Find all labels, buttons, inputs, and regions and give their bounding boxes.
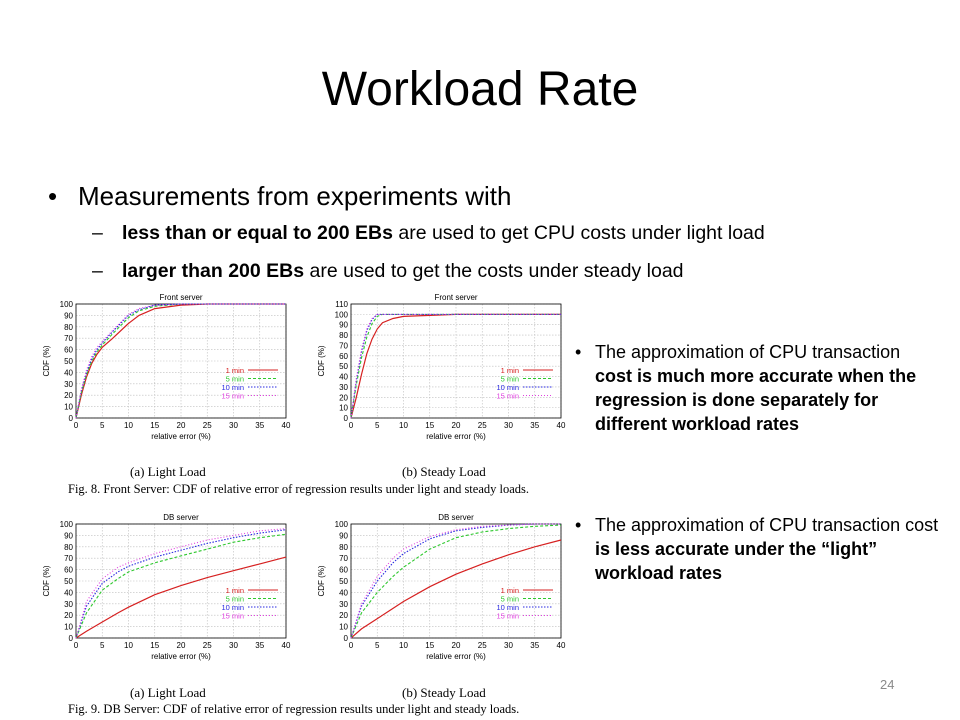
legend-label: 1 min (500, 586, 519, 595)
sub-bullet-light-text: are used to get CPU costs under light load (392, 222, 765, 244)
x-tick-label: 5 (375, 421, 380, 430)
x-tick-label: 30 (229, 641, 238, 650)
legend-label: 10 min (221, 383, 244, 392)
chart-title: Front server (159, 293, 203, 302)
y-tick-label: 0 (68, 414, 73, 423)
bullet-main (48, 178, 948, 214)
x-tick-label: 40 (281, 641, 291, 650)
y-tick-label: 40 (339, 372, 348, 382)
chart-front-steady (305, 290, 575, 450)
y-tick-label: 90 (339, 531, 348, 541)
dash-icon: – (92, 260, 103, 282)
x-tick-label: 5 (100, 421, 105, 430)
x-tick-label: 30 (229, 421, 238, 430)
y-tick-label: 0 (68, 634, 73, 643)
x-tick-label: 15 (150, 421, 160, 430)
legend-label: 15 min (496, 391, 519, 401)
chart-db-light (30, 510, 300, 670)
bullet-dot-icon: • (575, 342, 582, 362)
x-tick-label: 5 (375, 641, 380, 650)
y-tick-label: 90 (64, 311, 73, 321)
x-tick-label: 35 (530, 641, 540, 650)
chart-title: Front server (434, 293, 478, 302)
x-tick-label: 25 (477, 421, 487, 430)
x-axis-label: relative error (%) (426, 652, 486, 661)
y-tick-label: 40 (64, 368, 73, 378)
bullet-dot-icon: • (48, 181, 58, 211)
sub-bullet-light-bold: less than or equal to 200 EBs (122, 222, 393, 244)
y-tick-label: 80 (64, 542, 73, 552)
x-axis-label: relative error (%) (151, 432, 211, 441)
y-tick-label: 20 (64, 611, 73, 621)
bullet-dot-icon: • (575, 515, 582, 535)
y-tick-label: 50 (339, 577, 348, 586)
y-tick-label: 30 (64, 599, 73, 609)
x-tick-label: 10 (399, 421, 408, 430)
y-tick-label: 50 (64, 357, 73, 366)
x-tick-label: 10 (124, 641, 133, 650)
y-tick-label: 30 (339, 382, 348, 392)
x-tick-label: 0 (73, 421, 79, 430)
y-tick-label: 70 (64, 334, 73, 344)
x-tick-label: 30 (504, 641, 513, 650)
x-tick-label: 20 (176, 641, 186, 650)
x-tick-label: 0 (348, 641, 354, 650)
note-light-load-bold: is less accurate under the “light” workload rates (595, 539, 878, 583)
x-tick-label: 20 (176, 421, 186, 430)
legend-label: 15 min (221, 391, 244, 401)
note-light-load (575, 513, 940, 585)
y-axis-label: CDF (%) (317, 345, 326, 377)
x-tick-label: 20 (451, 641, 461, 650)
x-tick-label: 15 (425, 421, 435, 430)
x-tick-label: 15 (150, 641, 160, 650)
fig9-sub-caption-b: (b) Steady Load (402, 685, 486, 700)
legend-label: 15 min (496, 611, 519, 621)
y-tick-label: 90 (339, 320, 348, 330)
x-tick-label: 10 (399, 641, 408, 650)
y-tick-label: 10 (64, 402, 73, 412)
x-tick-label: 40 (556, 421, 566, 430)
page-number: 24 (880, 677, 895, 692)
y-tick-label: 90 (64, 531, 73, 541)
x-tick-label: 40 (556, 641, 566, 650)
x-tick-label: 25 (477, 641, 487, 650)
y-tick-label: 10 (339, 622, 348, 632)
legend-label: 5 min (225, 374, 244, 384)
legend-label: 15 min (221, 611, 244, 621)
x-tick-label: 15 (425, 641, 435, 650)
y-axis-label: CDF (%) (42, 565, 51, 597)
y-tick-label: 60 (64, 565, 73, 575)
y-tick-label: 80 (64, 322, 73, 332)
fig9-caption: Fig. 9. DB Server: CDF of relative error of regression results under light and steady loads. (68, 702, 520, 716)
y-axis-label: CDF (%) (317, 565, 326, 597)
bullet-main-text: Measurements from experiments with (78, 181, 512, 211)
y-tick-label: 40 (64, 588, 73, 598)
fig8-caption: Fig. 8. Front Server: CDF of relative error of regression results under light and steady loads. (68, 482, 530, 496)
y-tick-label: 40 (339, 588, 348, 598)
note-regression-text: The approximation of CPU transaction (595, 342, 901, 362)
legend-label: 10 min (496, 383, 519, 392)
x-tick-label: 0 (73, 641, 79, 650)
y-tick-label: 100 (59, 300, 73, 309)
legend-label: 10 min (221, 603, 244, 612)
legend-label: 5 min (225, 594, 244, 604)
y-tick-label: 10 (64, 622, 73, 632)
sub-bullet-steady-bold: larger than 200 EBs (122, 260, 305, 282)
dash-icon: – (92, 222, 103, 244)
y-tick-label: 30 (339, 599, 348, 609)
y-tick-label: 20 (64, 391, 73, 401)
y-tick-label: 80 (339, 542, 348, 552)
y-axis-label: CDF (%) (42, 345, 51, 377)
x-tick-label: 0 (348, 421, 354, 430)
x-tick-label: 30 (504, 421, 513, 430)
x-axis-label: relative error (%) (426, 432, 486, 441)
chart-db-steady (305, 510, 575, 670)
fig9-sub-caption-a: (a) Light Load (130, 685, 206, 700)
chart-title: DB server (438, 513, 474, 522)
y-tick-label: 60 (339, 565, 348, 575)
y-tick-label: 80 (339, 331, 348, 341)
y-tick-label: 30 (64, 379, 73, 389)
x-tick-label: 20 (451, 421, 461, 430)
legend-label: 1 min (225, 586, 244, 595)
x-tick-label: 40 (281, 421, 291, 430)
y-tick-label: 50 (64, 577, 73, 586)
y-tick-label: 10 (339, 403, 348, 413)
sub-bullet-light (48, 214, 948, 252)
y-tick-label: 70 (339, 341, 348, 351)
sub-bullet-steady-text: are used to get the costs under steady load (304, 260, 684, 282)
x-tick-label: 10 (124, 421, 133, 430)
x-axis-label: relative error (%) (151, 652, 211, 661)
x-tick-label: 25 (202, 421, 212, 430)
legend-label: 5 min (500, 594, 519, 604)
x-tick-label: 5 (100, 641, 105, 650)
y-tick-label: 20 (339, 611, 348, 621)
y-tick-label: 60 (64, 345, 73, 355)
y-tick-label: 100 (334, 310, 348, 320)
fig8-sub-caption-a: (a) Light Load (130, 464, 206, 479)
fig8-sub-caption-b: (b) Steady Load (402, 464, 486, 479)
note-regression-bold: cost is much more accurate when the regression is done separately for different workload rates (595, 366, 917, 434)
slide-title: Workload Rate (321, 63, 639, 116)
y-tick-label: 100 (334, 520, 348, 529)
y-tick-label: 0 (343, 414, 348, 423)
y-tick-label: 60 (339, 351, 348, 361)
legend-label: 1 min (500, 366, 519, 375)
chart-front-light (30, 290, 300, 450)
y-tick-label: 20 (339, 393, 348, 403)
y-tick-label: 70 (64, 554, 73, 564)
sub-bullet-steady (48, 252, 948, 290)
chart-title: DB server (163, 513, 199, 522)
y-tick-label: 50 (339, 362, 348, 372)
x-tick-label: 35 (255, 421, 265, 430)
bullet-list (48, 178, 948, 290)
y-tick-label: 0 (343, 634, 348, 643)
y-tick-label: 110 (335, 300, 348, 309)
x-tick-label: 35 (255, 641, 265, 650)
note-regression (575, 340, 940, 436)
y-tick-label: 70 (339, 554, 348, 564)
legend-label: 5 min (500, 374, 519, 384)
note-light-load-text: The approximation of CPU transaction cost (595, 515, 939, 535)
y-tick-label: 100 (59, 520, 73, 529)
x-tick-label: 25 (202, 641, 212, 650)
legend-label: 1 min (225, 366, 244, 375)
legend-label: 10 min (496, 603, 519, 612)
x-tick-label: 35 (530, 421, 540, 430)
